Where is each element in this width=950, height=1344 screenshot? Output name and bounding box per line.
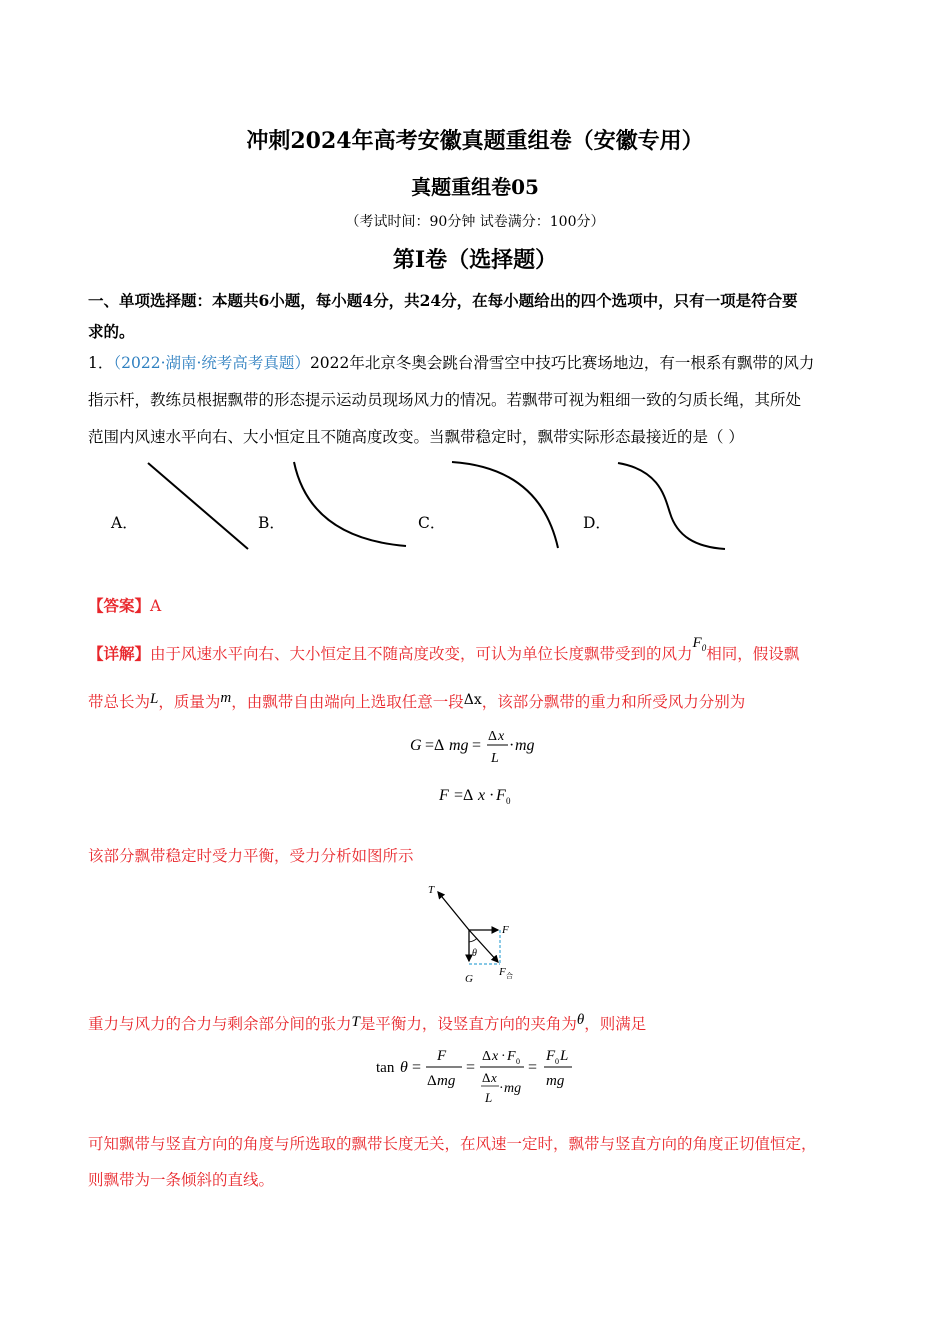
symbol-l: L (150, 691, 159, 707)
svg-text:F: F (507, 1049, 516, 1064)
svg-text:x: x (492, 1049, 499, 1064)
explanation-label: 【详解】 (88, 644, 151, 663)
svg-text:=Δ: =Δ (454, 787, 474, 804)
force-diagram (420, 878, 530, 988)
equation-tan-theta (372, 1040, 587, 1112)
answer-line (88, 596, 863, 616)
option-b-figure (290, 458, 410, 553)
svg-text:·: · (499, 1081, 504, 1096)
svg-text:x: x (478, 787, 486, 804)
option-d-figure (615, 458, 730, 553)
question-number: 1． (88, 354, 114, 372)
svg-text:L: L (560, 1048, 569, 1064)
svg-text:F: F (496, 787, 506, 804)
svg-text:L: L (491, 751, 499, 766)
label-f-he-sub: 合 (506, 972, 513, 980)
question-line2: 指示杆，教练员根据飘带的形态提示运动员现场风力的情况。若飘带可视为粗细一致的匀质长绳，其所处 (88, 391, 802, 409)
svg-text:Δ: Δ (488, 729, 498, 744)
svg-text:x: x (498, 729, 505, 744)
svg-text:mg: mg (449, 737, 469, 754)
explanation-text-1b: 相同，假设飘 (706, 645, 800, 663)
explanation-text-1a: 由于风速水平向右、大小恒定且不随高度改变，可认为单位长度飘带受到的风力 (150, 645, 693, 663)
svg-text:·: · (489, 787, 495, 804)
symbol-m: m (220, 690, 232, 706)
label-t: T (428, 884, 435, 896)
section-heading: 第I卷（选择题） (392, 247, 558, 273)
equation-gravity (405, 722, 555, 772)
svg-text:0: 0 (555, 1057, 559, 1066)
svg-text:F: F (439, 787, 449, 804)
svg-text:tan: tan (376, 1060, 395, 1076)
answer-label: 【答案】 (88, 596, 151, 615)
svg-text:=Δ: =Δ (425, 737, 445, 754)
svg-text:x: x (491, 1070, 497, 1085)
label-f: F (502, 924, 509, 936)
svg-text:mg: mg (437, 1073, 456, 1089)
question-line3: 范围内风速水平向右、大小恒定且不随高度改变。当飘带稳定时，飘带实际形态最接近的是（ ） (88, 428, 744, 446)
option-a-figure (145, 460, 255, 555)
symbol-t: T (351, 1014, 360, 1030)
symbol-f0: $F_0$ (692, 635, 707, 653)
explanation-line3: 该部分飘带稳定时受力平衡，受力分析如图所示 (88, 847, 414, 865)
svg-text:F: F (437, 1048, 447, 1064)
svg-text:Δ: Δ (482, 1070, 491, 1085)
option-d-label: D． (583, 514, 611, 532)
question-text-1: 2022年北京冬奥会跳台滑雪空中技巧比赛场地边，有一根系有飘带的风力 (309, 354, 815, 372)
explanation-line6: 则飘带为一条倾斜的直线。 (88, 1171, 275, 1189)
explanation-line5: 可知飘带与竖直方向的角度与所选取的飘带长度无关，在风速一定时，飘带与竖直方向的角度正切值恒定， (88, 1135, 817, 1153)
label-f-he: F (499, 966, 506, 978)
option-c-figure (450, 458, 565, 553)
svg-text:=: = (472, 737, 482, 754)
explanation-line1 (88, 635, 863, 670)
option-a-label: A． (111, 514, 138, 532)
question-line1 (88, 353, 863, 373)
paper-subtitle: 真题重组卷05 (411, 175, 539, 199)
equation-wind-force (435, 780, 545, 810)
option-b-label: B． (258, 514, 285, 532)
option-c-label: C． (418, 514, 446, 532)
explanation-line4: 重力与风力的合力与剩余部分间的张力T是平衡力，设竖直方向的夹角为θ，则满足 (88, 1012, 647, 1033)
part-heading-line1: 一、单项选择题：本题共6小题，每小题4分，共24分，在每小题给出的四个选项中，只有一项是符合要 (88, 291, 798, 310)
svg-text:=: = (528, 1059, 538, 1076)
question-source: （2022·湖南·统考高考真题） (113, 354, 310, 372)
label-theta: θ (472, 948, 477, 959)
svg-text:mg: mg (504, 1081, 522, 1096)
part-heading-line2: 求的。 (88, 322, 135, 341)
svg-text:G: G (410, 737, 422, 754)
explanation-line2: 带总长为L，质量为m，由飘带自由端向上选取任意一段Δx，该部分飘带的重力和所受风力分别为 (88, 690, 746, 711)
svg-text:L: L (485, 1090, 493, 1105)
answer-value: A (150, 597, 162, 615)
svg-text:mg: mg (546, 1073, 565, 1089)
symbol-theta: θ (576, 1012, 585, 1028)
svg-text:Δ: Δ (427, 1073, 437, 1089)
svg-text:·: · (501, 1049, 506, 1064)
svg-text:=: = (466, 1059, 476, 1076)
exam-info: （考试时间：90分钟 试卷满分：100分） (345, 214, 605, 230)
svg-text:0: 0 (516, 1057, 520, 1066)
svg-text:F: F (546, 1048, 556, 1064)
svg-text:=: = (412, 1059, 422, 1076)
svg-text:mg: mg (515, 737, 535, 754)
paper-title: 冲刺2024年高考安徽真题重组卷（安徽专用） (246, 128, 704, 154)
symbol-dx: Δx (463, 692, 482, 708)
svg-text:Δ: Δ (482, 1049, 492, 1064)
label-g: G (465, 973, 473, 985)
svg-text:0: 0 (506, 796, 511, 806)
svg-text:·: · (509, 737, 515, 754)
svg-text:θ: θ (400, 1059, 408, 1076)
